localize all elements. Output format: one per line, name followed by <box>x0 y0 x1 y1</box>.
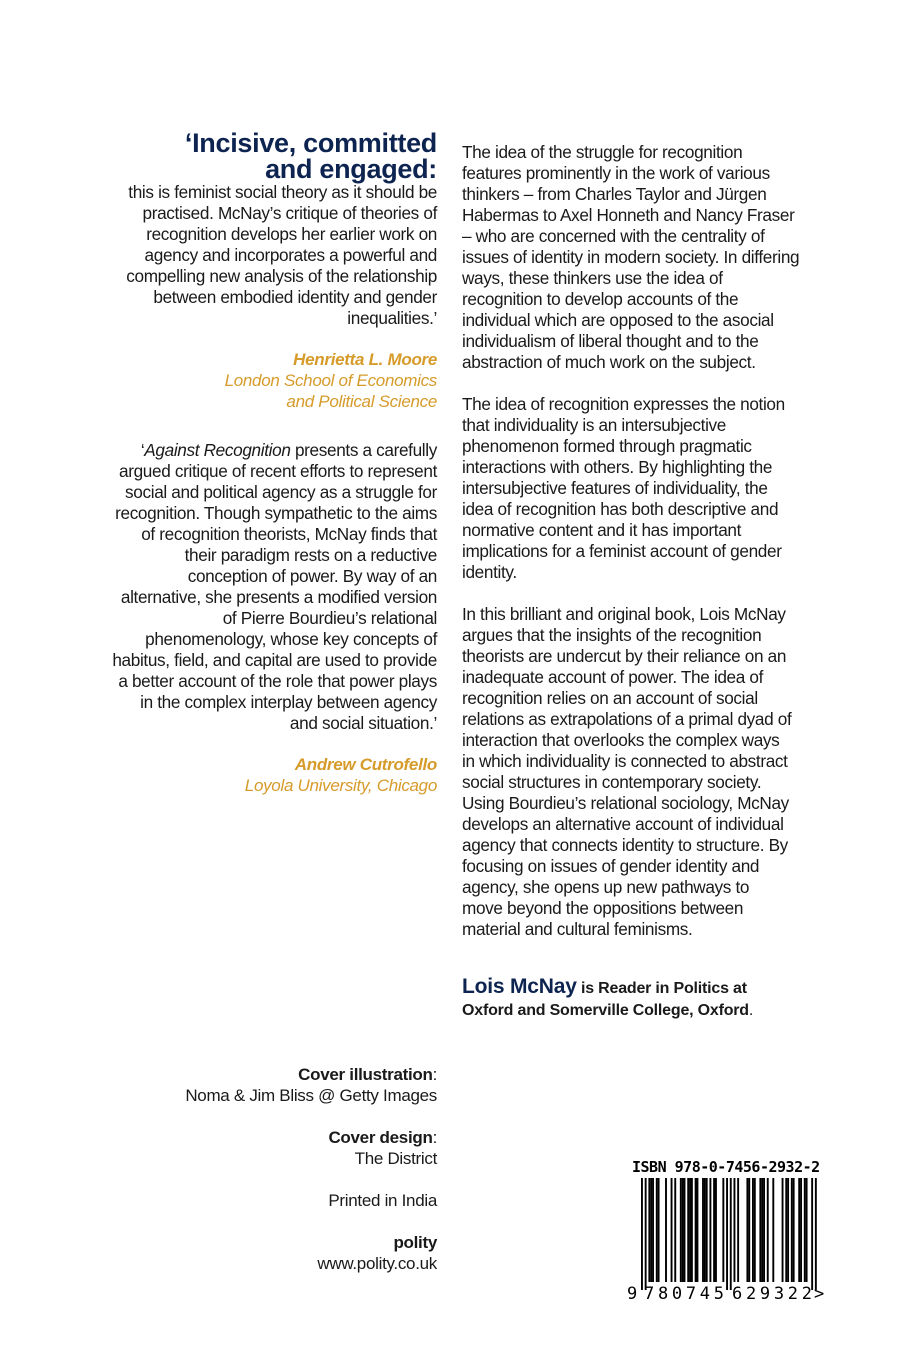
description-column <box>462 142 818 1022</box>
credit-heading <box>96 1064 437 1085</box>
barcode-bar <box>704 1178 706 1282</box>
quote-line: of Pierre Bourdieu’s relational <box>222 608 437 628</box>
bio-period: . <box>748 1002 754 1019</box>
text-line: agency that connects identity to structure. By <box>462 835 788 855</box>
quote-line: social and political agency as a struggle for <box>125 482 437 502</box>
text-line: The idea of the struggle for recognition <box>462 142 743 162</box>
quote-line: recognition develops her earlier work on <box>146 224 437 244</box>
quote-line: a better account of the role that power plays <box>118 671 437 691</box>
book-title: Against Recognition <box>144 440 291 460</box>
text-line: that individuality is an intersubjective <box>462 415 727 435</box>
reviewer-name: Henrietta L. Moore <box>293 350 437 369</box>
text-line: relations as extrapolations of a primal dyad of <box>462 709 792 729</box>
text-line: – who are concerned with the centrality of <box>462 226 765 246</box>
text-line: abstraction of much work on the subject. <box>462 352 756 372</box>
barcode-digits-right: 629322 <box>732 1284 812 1303</box>
barcode-bar <box>689 1178 691 1282</box>
barcode-bar <box>650 1178 652 1282</box>
text-line: social structures in contemporary society. <box>462 772 762 792</box>
text-line: The idea of recognition expresses the notion <box>462 394 785 414</box>
reviewer-institution: and Political Science <box>286 392 437 411</box>
text-line: issues of identity in modern society. In differing <box>462 247 800 267</box>
text-line: interactions with others. By highlighting the <box>462 457 773 477</box>
text-line: in which individuality is connected to abstract <box>462 751 788 771</box>
text-line: thinkers – from Charles Taylor and Jürgen <box>462 184 767 204</box>
quote-line: alternative, she presents a modified version <box>120 587 437 607</box>
barcode-bar <box>682 1178 684 1282</box>
credit-value: The District <box>354 1149 437 1168</box>
barcode-bar <box>761 1178 763 1282</box>
publisher-website: www.polity.co.uk <box>317 1254 437 1273</box>
isbn-label: ISBN 978-0-7456-2932-2 <box>632 1158 820 1176</box>
barcode-bar <box>730 1178 732 1290</box>
barcode-bar <box>782 1178 784 1282</box>
quote-line: inequalities.’ <box>347 308 437 328</box>
barcode-bar <box>734 1178 736 1282</box>
barcode-bar <box>656 1178 658 1282</box>
barcode-bar <box>665 1178 667 1282</box>
reviewer-institution: London School of Economics <box>224 371 437 390</box>
quote-line: between embodied identity and gender <box>153 287 437 307</box>
bio-line <box>462 976 818 1000</box>
barcode-arrow: > <box>814 1284 825 1303</box>
reviews-column <box>96 130 437 796</box>
quote-line: in the complex interplay between agency <box>140 692 437 712</box>
barcode-bar <box>763 1178 765 1282</box>
author-bio <box>462 976 818 1022</box>
credit-colon: : <box>432 1128 437 1147</box>
headline-line: ‘Incisive, committed <box>184 128 437 158</box>
barcode-bar <box>752 1178 754 1282</box>
barcode-bar <box>785 1178 787 1282</box>
barcode-bar <box>648 1178 650 1282</box>
barcode-bar <box>759 1178 761 1282</box>
barcode-bar <box>697 1178 699 1282</box>
barcode-digit-first: 9 <box>627 1284 638 1303</box>
quote-line: phenomenology, whose key concepts of <box>145 629 437 649</box>
text-line: implications for a feminist account of gender <box>462 541 782 561</box>
quote-line: their paradigm rests on a reductive <box>184 545 437 565</box>
publisher-block <box>96 1232 437 1274</box>
barcode-bar <box>800 1178 802 1282</box>
barcode-bar <box>674 1178 676 1282</box>
review-quote <box>96 440 437 734</box>
barcode-bar <box>680 1178 682 1282</box>
barcode-bar <box>715 1178 717 1282</box>
barcode-bar <box>658 1178 660 1282</box>
barcode-bar <box>687 1178 689 1282</box>
printed-in: Printed in India <box>328 1191 437 1210</box>
barcode-bar <box>767 1178 769 1282</box>
reviewer-institution: Loyola University, Chicago <box>244 776 437 795</box>
reviewer-name: Andrew Cutrofello <box>294 755 437 774</box>
text-line: agency, she opens up new pathways to <box>462 877 750 897</box>
text-line: recognition to develop accounts of the <box>462 289 739 309</box>
text-line: move beyond the oppositions between <box>462 898 744 918</box>
text-line: develops an alternative account of individual <box>462 814 784 834</box>
barcode-bar <box>754 1178 756 1282</box>
description-paragraph <box>462 394 818 583</box>
text-line: individual which are opposed to the asocial <box>462 310 774 330</box>
text-line: identity. <box>462 562 517 582</box>
barcode-bar <box>695 1178 697 1282</box>
author-name: Lois McNay <box>462 975 577 998</box>
review-headline <box>96 130 437 182</box>
credit-label: Cover design <box>328 1128 433 1147</box>
quote-line: practised. McNay’s critique of theories of <box>142 203 437 223</box>
barcode-bar <box>709 1178 711 1282</box>
bio-text: Oxford and Somerville College, Oxford <box>462 1002 749 1019</box>
description-paragraph <box>462 604 818 940</box>
credit-colon: : <box>432 1065 437 1084</box>
quote-line: argued critique of recent efforts to represent <box>119 461 437 481</box>
text-line: normative content and it has important <box>462 520 742 540</box>
text-line: ways, these thinkers use the idea of <box>462 268 723 288</box>
barcode-bar <box>806 1178 808 1282</box>
credits-block <box>96 1064 437 1274</box>
quote-line: this is feminist social theory as it should be <box>128 182 437 202</box>
barcode-bar <box>791 1178 793 1282</box>
quote-line: recognition. Though sympathetic to the aims <box>115 503 437 523</box>
text-line: individualism of liberal thought and to the <box>462 331 759 351</box>
text-line: interaction that overlooks the complex ways <box>462 730 780 750</box>
quote-line: agency and incorporates a powerful and <box>144 245 437 265</box>
barcode-bar <box>746 1178 748 1282</box>
quote-text: presents a carefully <box>290 440 437 460</box>
barcode-bar <box>713 1178 715 1282</box>
barcode-bar <box>706 1178 708 1282</box>
barcode-bar <box>691 1178 693 1282</box>
barcode-bar <box>652 1178 654 1282</box>
credit-label: Cover illustration <box>298 1065 433 1084</box>
cover-illustration-credit <box>96 1064 437 1106</box>
barcode-bar <box>737 1178 739 1282</box>
bio-text: is Reader in Politics at <box>576 980 747 997</box>
barcode-bar <box>726 1178 728 1290</box>
text-line: recognition relies on an account of social <box>462 688 758 708</box>
barcode-bar <box>722 1178 724 1282</box>
bio-line <box>462 1000 818 1022</box>
review-quote <box>96 182 437 329</box>
text-line: focusing on issues of gender identity and <box>462 856 760 876</box>
barcode-bar <box>798 1178 800 1282</box>
text-line: material and cultural feminisms. <box>462 919 693 939</box>
barcode-bar <box>748 1178 750 1282</box>
text-line: In this brilliant and original book, Lois McNay <box>462 604 786 624</box>
text-line: idea of recognition has both descriptive and <box>462 499 779 519</box>
description-paragraph <box>462 142 818 373</box>
barcode-bar <box>702 1178 704 1282</box>
barcode-bar <box>671 1178 673 1282</box>
barcode-bar <box>772 1178 774 1282</box>
barcode-bar <box>804 1178 806 1282</box>
quote-line: and social situation.’ <box>289 713 437 733</box>
text-line: inadequate account of power. The idea of <box>462 667 764 687</box>
cover-design-credit <box>96 1127 437 1169</box>
quote-line: ‘Against Recognition presents a carefully <box>140 440 437 460</box>
text-line: phenomenon formed through pragmatic <box>462 436 752 456</box>
quote-line: compelling new analysis of the relationship <box>126 266 437 286</box>
text-line: intersubjective features of individuality, the <box>462 478 768 498</box>
text-line: theorists are undercut by their reliance on an <box>462 646 787 666</box>
text-line: Using Bourdieu’s relational sociology, McNay <box>462 793 789 813</box>
text-line: features prominently in the work of various <box>462 163 770 183</box>
barcode-digits-left: 780745 <box>644 1284 724 1303</box>
barcode-bar <box>811 1178 813 1290</box>
quote-line: conception of power. By way of an <box>187 566 437 586</box>
barcode-bar <box>645 1178 647 1290</box>
barcode-bar <box>684 1178 686 1282</box>
quote-line: habitus, field, and capital are used to provide <box>112 650 437 670</box>
quote-line: of recognition theorists, McNay finds that <box>141 524 437 544</box>
headline-line: and engaged: <box>265 154 437 184</box>
review-henrietta-moore <box>96 130 437 412</box>
barcode-bar <box>787 1178 789 1282</box>
credit-value: Noma & Jim Bliss @ Getty Images <box>185 1086 437 1105</box>
text-line: Habermas to Axel Honneth and Nancy Fraser <box>462 205 795 225</box>
barcode-bar <box>793 1178 795 1282</box>
barcode-bar <box>815 1178 817 1290</box>
credit-heading <box>96 1127 437 1148</box>
publisher-name: polity <box>393 1233 437 1252</box>
review-andrew-cutrofello <box>96 440 437 796</box>
barcode-bars <box>641 1178 817 1290</box>
text-line: argues that the insights of the recognition <box>462 625 762 645</box>
isbn-barcode <box>627 1178 827 1303</box>
barcode-bar <box>641 1178 643 1290</box>
